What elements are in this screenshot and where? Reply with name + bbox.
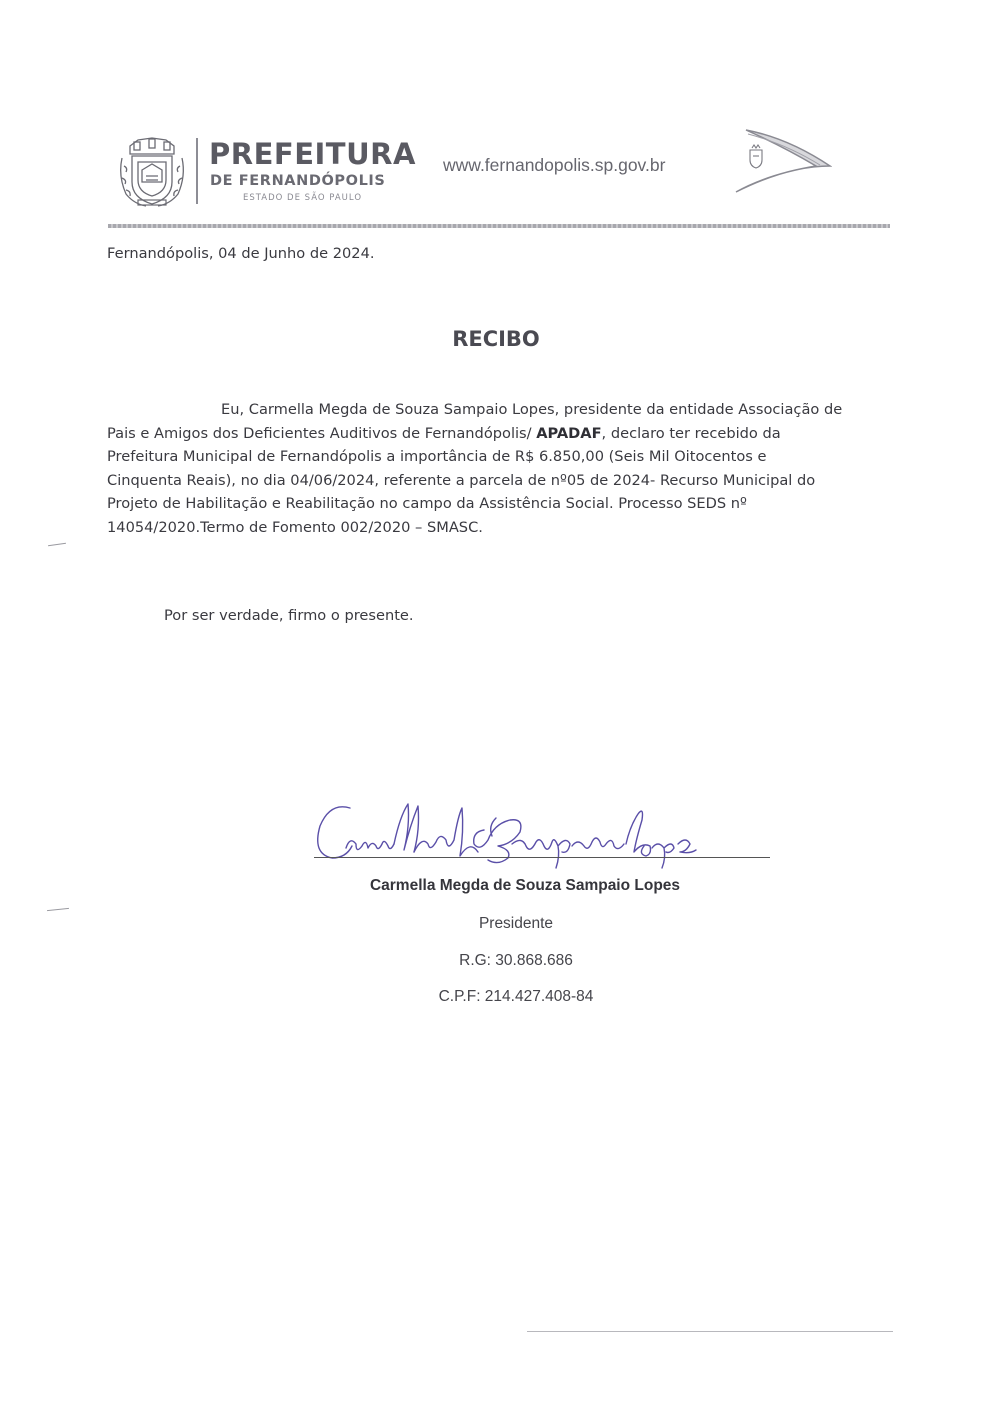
paragraph-line (107, 422, 891, 446)
paragraph-line: Cinquenta Reais), no dia 04/06/2024, referente a parcela de nº05 de 2024- Recurso Municipal do (107, 471, 816, 489)
signer-rg: R.G: 30.868.686 (459, 952, 573, 969)
signer-cpf: C.P.F: 214.427.408-84 (438, 988, 594, 1005)
closing-statement: Por ser verdade, firmo o presente. (164, 607, 414, 624)
receipt-paragraph (107, 398, 891, 539)
brand-title: PREFEITURA (209, 137, 416, 171)
signer-role: Presidente (478, 915, 554, 932)
header-vertical-divider (196, 138, 198, 204)
municipal-coat-of-arms-icon (116, 136, 188, 208)
paragraph-line: Eu, Carmella Megda de Souza Sampaio Lopes, presidente da entidade Associação de (221, 401, 843, 418)
brand-subtitle: DE FERNANDÓPOLIS (210, 173, 386, 189)
paragraph-line: 14054/2020.Termo de Fomento 002/2020 – SMASC. (107, 518, 483, 536)
header-rule (108, 224, 890, 228)
paragraph-line: Prefeitura Municipal de Fernandópolis a importância de R$ 6.850,00 (Seis Mil Oitocentos e (107, 448, 767, 465)
scan-mark (47, 908, 69, 911)
signature-line (314, 857, 770, 858)
signer-name: Carmella Megda de Souza Sampaio Lopes (369, 877, 681, 894)
page-title: RECIBO (452, 327, 540, 351)
handwritten-signature (312, 796, 722, 876)
paragraph-text: , declaro ter recebido da (601, 424, 781, 442)
paragraph-line: Projeto de Habilitação e Reabilitação no campo da Assistência Social. Processo SEDS nº (107, 495, 747, 512)
scan-mark (48, 543, 66, 546)
arrow-emblem-icon (728, 126, 832, 196)
date-line: Fernandópolis, 04 de Junho de 2024. (107, 245, 375, 262)
entity-acronym: APADAF (536, 424, 602, 442)
website-url: www.fernandopolis.sp.gov.br (443, 155, 666, 175)
paragraph-text: Pais e Amigos dos Deficientes Auditivos de Fernandópolis/ (107, 424, 537, 442)
footer-rule (527, 1331, 893, 1332)
brand-state: ESTADO DE SÃO PAULO (243, 193, 363, 203)
